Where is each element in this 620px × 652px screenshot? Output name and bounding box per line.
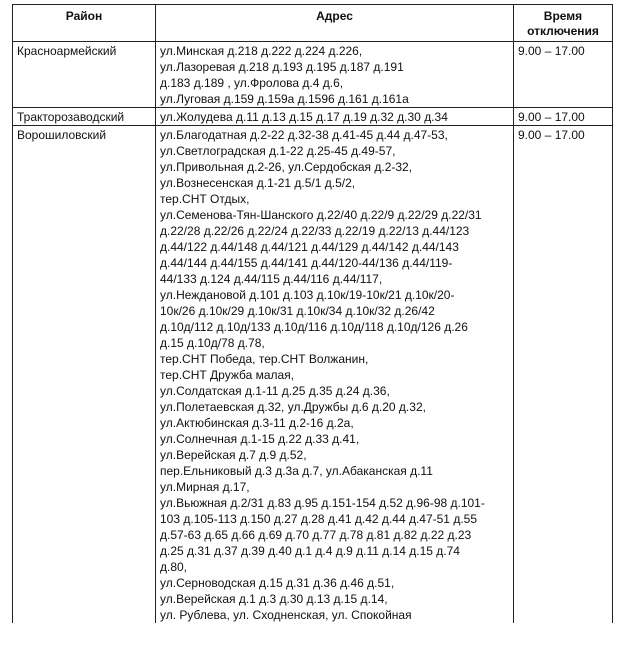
outage-time: 9.00 – 17.00	[518, 110, 585, 124]
address-line: тер.СНТ Победа, тер.СНТ Волжанин,	[160, 352, 369, 366]
address-line: 44/133 д.124 д.44/115 д.44/116 д.44/117,	[160, 272, 383, 286]
address-line: ул.Лазоревая д.218 д.193 д.195 д.187 д.191	[160, 60, 404, 74]
address-line: ул.Мирная д.17,	[160, 480, 250, 494]
address-cell	[156, 126, 514, 624]
time-header-line2: отключения	[527, 24, 599, 38]
district-name: Красноармейский	[17, 44, 117, 58]
table-row	[13, 108, 613, 126]
outage-time: 9.00 – 17.00	[518, 44, 585, 58]
outage-time: 9.00 – 17.00	[518, 128, 585, 142]
address-line: пер.Ельниковый д.3 д.3а д.7, ул.Абаканская д.11	[160, 464, 433, 478]
time-header-line1: Время	[543, 9, 583, 23]
address-line: д.183 д.189 , ул.Фролова д.4 д.6,	[160, 76, 344, 90]
address-line: д.10д/112 д.10д/133 д.10д/116 д.10д/118 д.10д/126 д.26	[160, 320, 468, 334]
district-name: Ворошиловский	[17, 128, 107, 142]
address-line: ул.Благодатная д.2-22 д.32-38 д.41-45 д.44 д.47-53,	[160, 128, 448, 142]
address-line: ул.Верейская д.1 д.3 д.30 д.13 д.15 д.14,	[160, 592, 388, 606]
address-line: ул.Вьюжная д.2/31 д.83 д.95 д.151-154 д.52 д.96-98 д.101-	[160, 496, 485, 510]
district-header-text: Район	[65, 9, 103, 23]
address-line: 103 д.105-113 д.150 д.27 д.28 д.41 д.42 д.44 д.47-51 д.55	[160, 512, 477, 526]
address-line: ул.Серноводская д.15 д.31 д.36 д.46 д.51,	[160, 576, 395, 590]
table-row	[13, 126, 613, 624]
address-line: ул.Актюбинская д.3-11 д.2-16 д.2а,	[160, 416, 354, 430]
address-line: 10к/26 д.10к/29 д.10к/31 д.10к/34 д.10к/32 д.26/42	[160, 304, 435, 318]
address-header	[156, 5, 514, 42]
address-line: тер.СНТ Отдых,	[160, 192, 250, 206]
table-row	[13, 42, 613, 108]
address-line: д.15 д.10д/78 д.78,	[160, 336, 265, 350]
address-line: д.80,	[160, 560, 188, 574]
district-cell	[13, 42, 156, 108]
address-cell	[156, 108, 514, 126]
address-line: ул.Неждановой д.101 д.103 д.10к/19-10к/21 д.10к/20-	[160, 288, 455, 302]
address-line: д.44/144 д.44/155 д.44/141 д.44/120-44/136 д.44/119-	[160, 256, 453, 270]
address-line: д.25 д.31 д.37 д.39 д.40 д.1 д.4 д.9 д.11 д.14 д.15 д.74	[160, 544, 460, 558]
address-line: тер.СНТ Дружба малая,	[160, 368, 295, 382]
address-line: д.22/28 д.22/26 д.22/24 д.22/33 д.22/19 д.22/13 д.44/123	[160, 224, 470, 238]
district-cell	[13, 108, 156, 126]
address-line: ул.Привольная д.2-26, ул.Сердобская д.2-32,	[160, 160, 413, 174]
address-line: ул.Вознесенская д.1-21 д.5/1 д.5/2,	[160, 176, 356, 190]
district-cell	[13, 126, 156, 624]
address-line: ул. Рублева, ул. Сходненская, ул. Спокойная	[160, 608, 412, 622]
address-line: ул.Жолудева д.11 д.13 д.15 д.17 д.19 д.32 д.30 д.34	[160, 110, 448, 124]
header-row	[13, 5, 613, 42]
address-line: ул.Светлоградская д.1-22 д.25-45 д.49-57,	[160, 144, 396, 158]
district-header	[13, 5, 156, 42]
time-cell	[514, 42, 613, 108]
address-line: ул.Полетаевская д.32, ул.Дружбы д.6 д.20 д.32,	[160, 400, 426, 414]
address-line: ул.Солнечная д.1-15 д.22 д.33 д.41,	[160, 432, 360, 446]
time-header	[514, 5, 613, 42]
outage-table	[12, 4, 613, 623]
address-line: ул.Луговая д.159 д.159а д.1596 д.161 д.161а	[160, 92, 409, 106]
address-header-text: Адрес	[316, 9, 353, 23]
time-cell	[514, 108, 613, 126]
address-line: д.44/122 д.44/148 д.44/121 д.44/129 д.44/142 д.44/143	[160, 240, 459, 254]
address-line: д.57-63 д.65 д.66 д.69 д.70 д.77 д.78 д.81 д.82 д.22 д.23	[160, 528, 472, 542]
address-line: ул.Солдатская д.1-11 д.25 д.35 д.24 д.36,	[160, 384, 390, 398]
address-cell	[156, 42, 514, 108]
address-line: ул.Минская д.218 д.222 д.224 д.226,	[160, 44, 363, 58]
address-line: ул.Семенова-Тян-Шанского д.22/40 д.22/9 д.22/29 д.22/31	[160, 208, 482, 222]
address-line: ул.Верейская д.7 д.9 д.52,	[160, 448, 307, 462]
time-cell	[514, 126, 613, 624]
district-name: Тракторозаводский	[17, 110, 125, 124]
